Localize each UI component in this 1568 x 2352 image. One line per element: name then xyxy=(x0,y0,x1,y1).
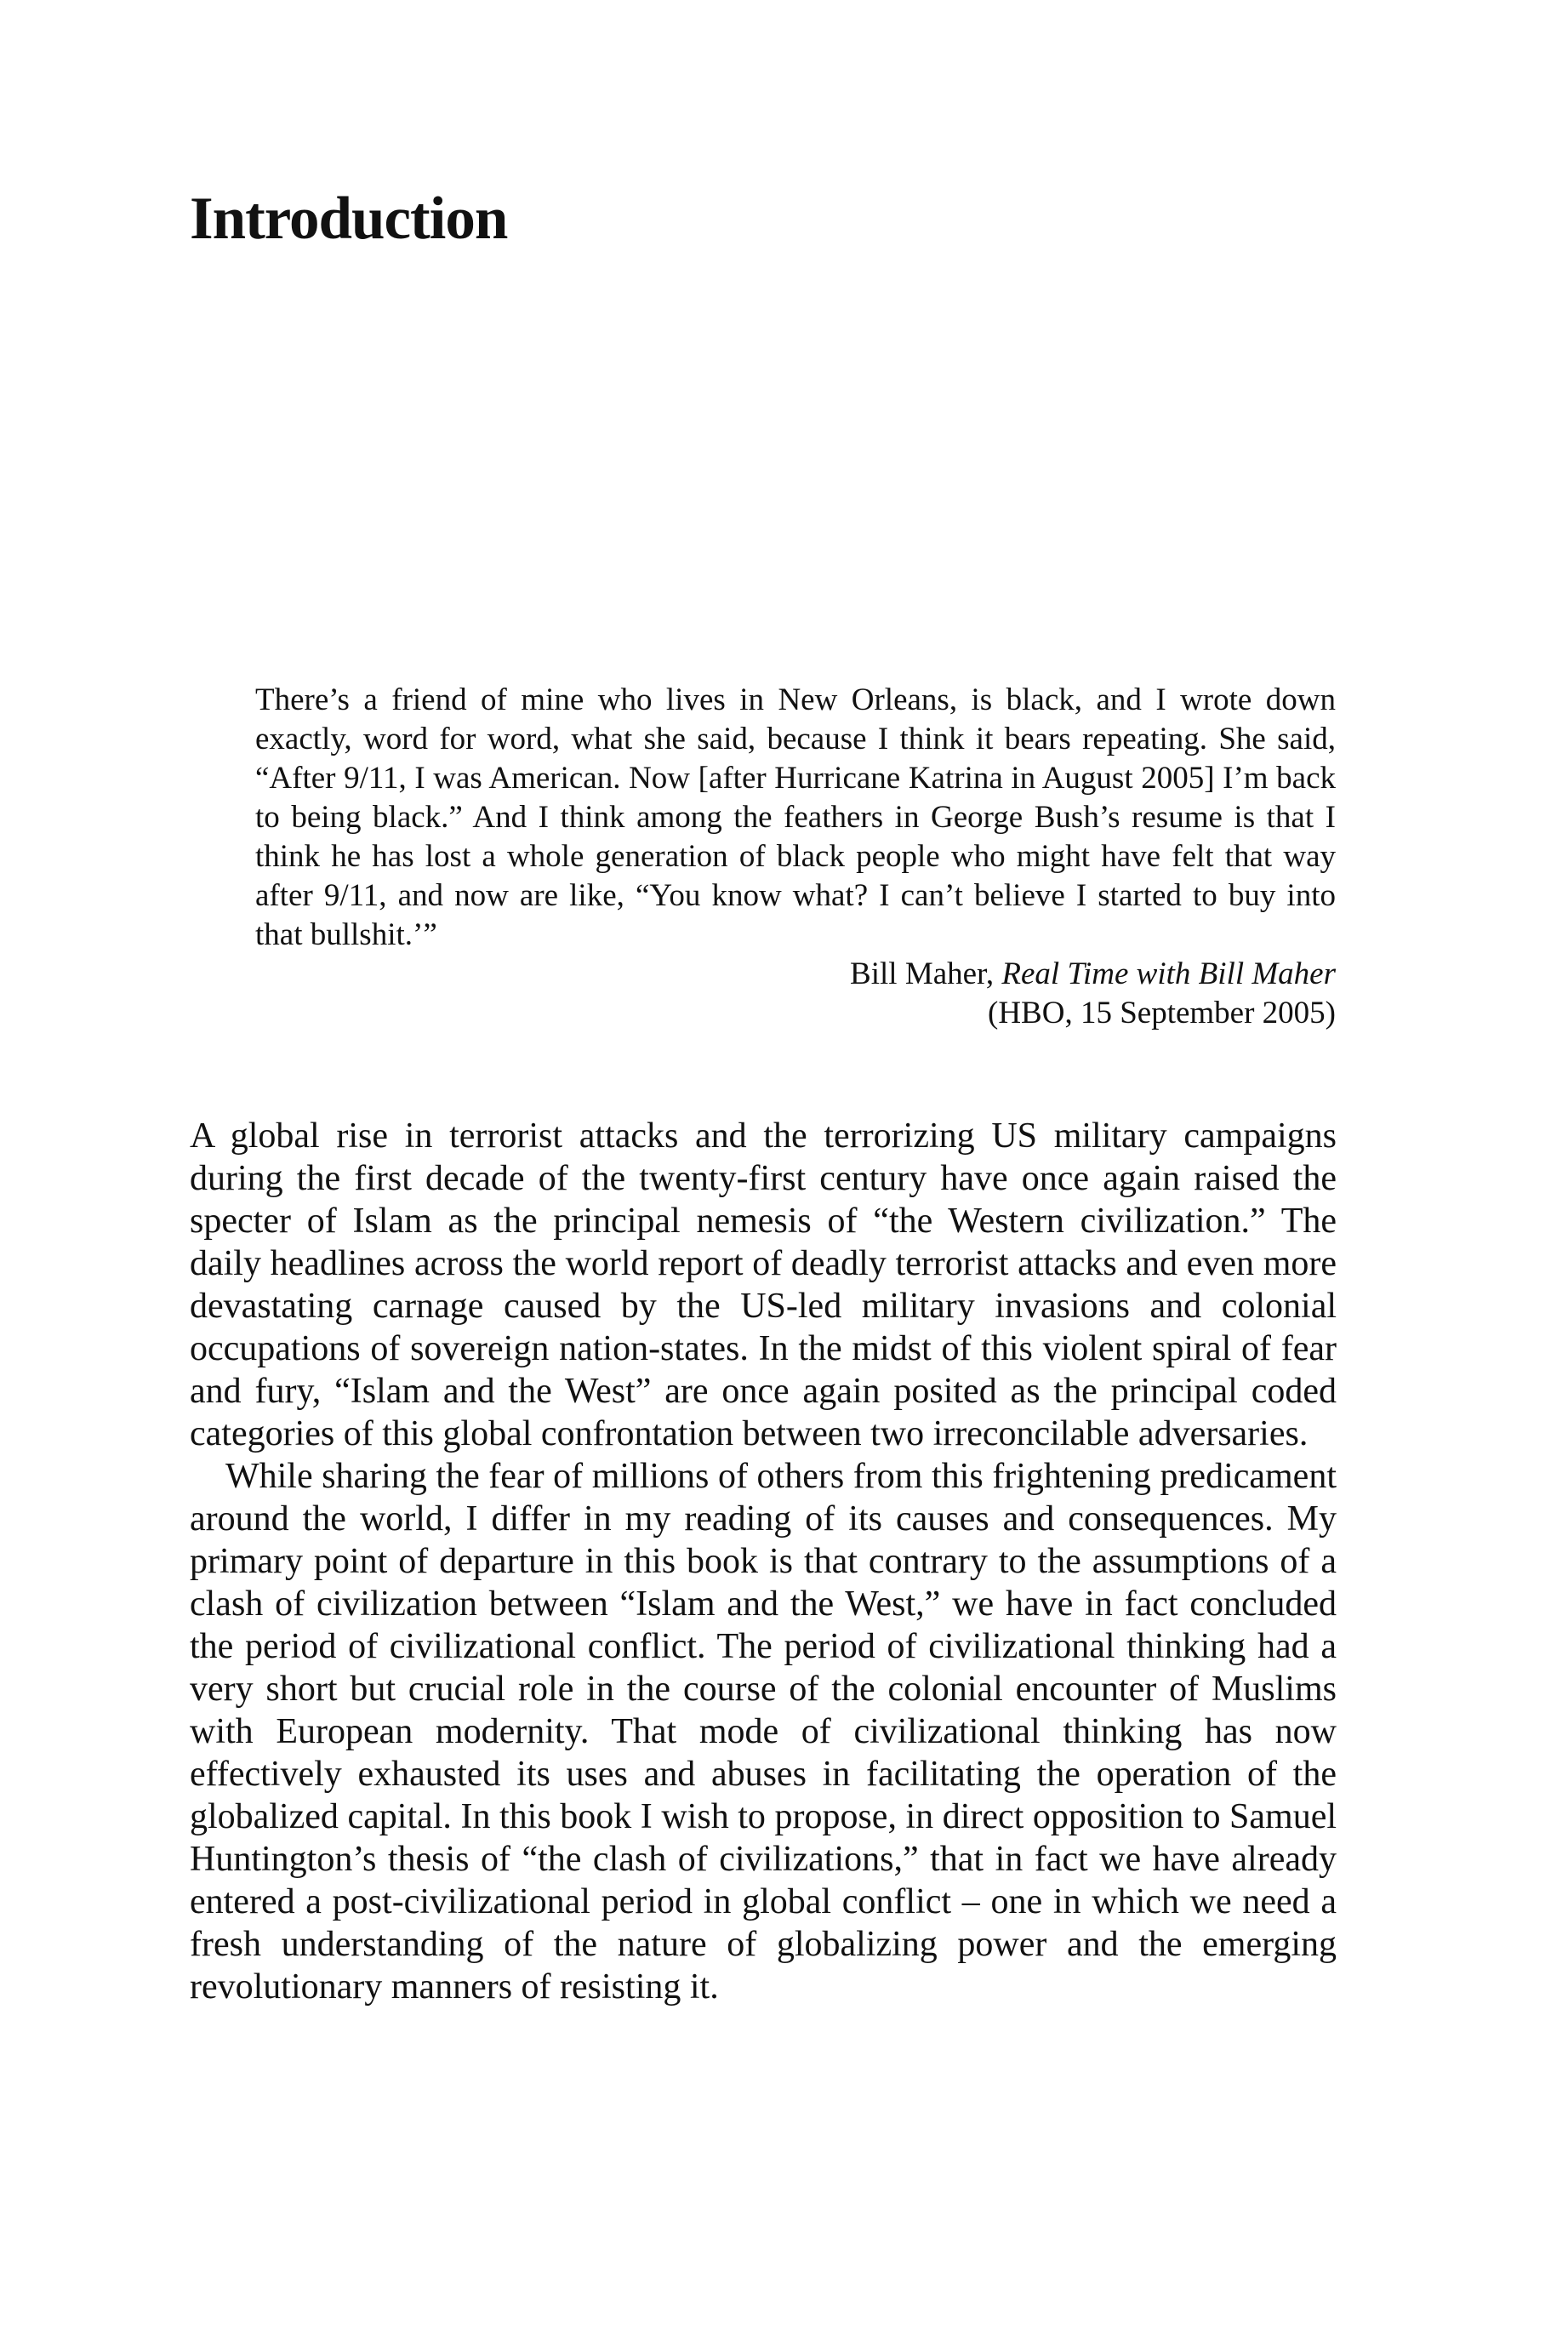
epigraph-source: (HBO, 15 September 2005) xyxy=(988,996,1336,1030)
epigraph-quote: There’s a friend of mine who lives in New Orleans, is black, and I wrote down exactly, word for word, what she said, because I think it bears repeating. She said, “After 9/11, I was American. Now [after Hurricane Katrina in August 2005] I’m back to being black.” And I think among the feathers in George Bush’s resume is that I think he has lost a whole generation of black people who might have felt that way after 9/11, and now are like, “You know what? I can’t believe I started to buy into that bullshit.’” xyxy=(255,682,1336,952)
epigraph-author: Bill Maher, xyxy=(850,956,995,991)
epigraph-attribution-line xyxy=(255,955,1336,994)
body-text xyxy=(190,1115,1337,2008)
epigraph-work-title: Real Time with Bill Maher xyxy=(1001,956,1336,991)
epigraph xyxy=(255,681,1336,1033)
body-paragraph: A global rise in terrorist attacks and the terrorizing US military campaigns during the first decade of the twenty-first century have once again raised the specter of Islam as the principal nemesis of “the Western civilization.” The daily headlines across the world report of deadly terrorist attacks and even more devastating carnage caused by the US-led military invasions and colonial occupations of sovereign nation-states. In the midst of this violent spiral of fear and fury, “Islam and the West” are once again posited as the principal coded categories of this global confrontation between two irreconcilable adversaries. xyxy=(190,1116,1337,1453)
body-paragraph: While sharing the fear of millions of others from this frightening predicament around the world, I differ in my reading of its causes and consequences. My primary point of departure in this book is that contrary to the assumptions of a clash of civilization between “Islam and the West,” we have in fact concluded the period of civilizational conflict. The period of civilizational thinking had a very short but crucial role in the course of the colonial encounter of Muslims with European modernity. That mode of civilizational thinking has now effectively exhausted its uses and abuses in facilitating the operation of the globalized capital. In this book I wish to propose, in direct opposition to Samuel Huntington’s thesis of “the clash of civilizations,” that in fact we have already entered a post-civilizational period in global conflict – one in which we need a fresh understanding of the nature of globalizing power and the emerging revolutionary manners of resisting it. xyxy=(190,1457,1337,2007)
chapter-title: Introduction xyxy=(190,186,508,252)
